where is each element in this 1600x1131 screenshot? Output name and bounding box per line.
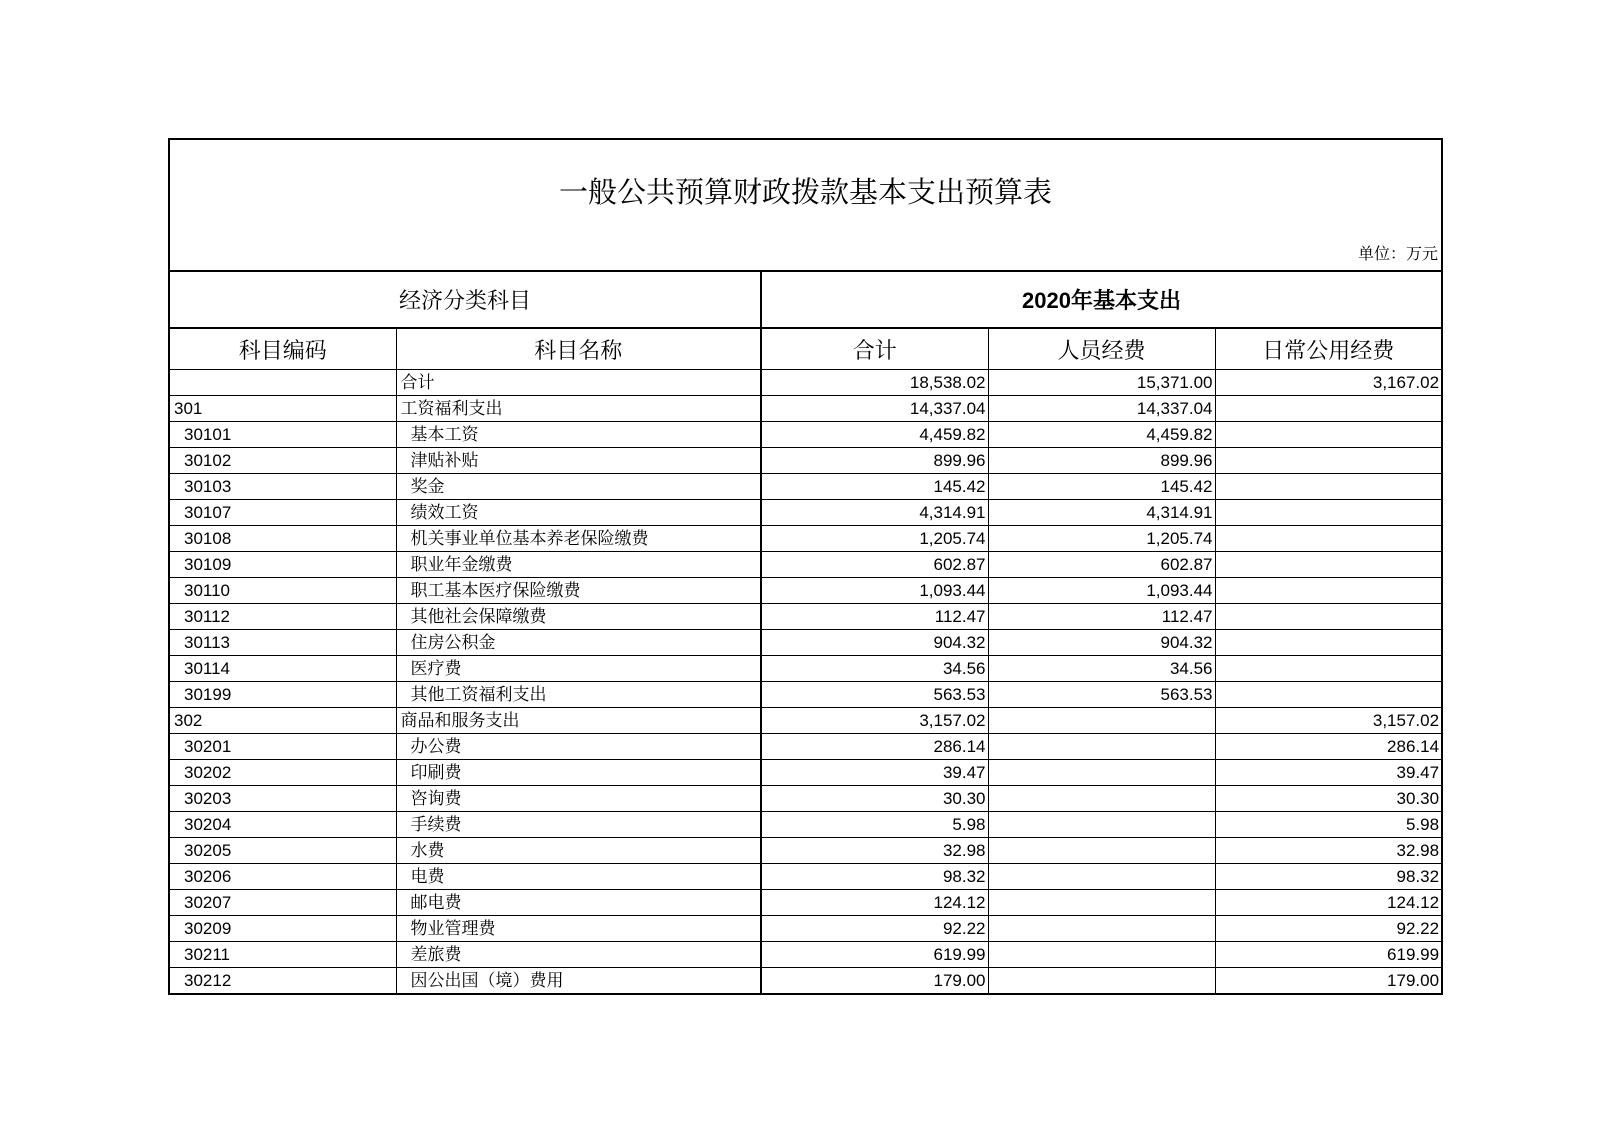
cell-total: 563.53 bbox=[761, 682, 988, 708]
cell-total: 98.32 bbox=[761, 864, 988, 890]
cell-name: 商品和服务支出 bbox=[396, 708, 761, 734]
cell-personnel: 112.47 bbox=[988, 604, 1215, 630]
cell-code: 30199 bbox=[169, 682, 396, 708]
cell-total: 39.47 bbox=[761, 760, 988, 786]
cell-code: 30205 bbox=[169, 838, 396, 864]
cell-personnel bbox=[988, 864, 1215, 890]
cell-name: 合计 bbox=[396, 370, 761, 396]
cell-code: 301 bbox=[169, 396, 396, 422]
cell-name: 因公出国（境）费用 bbox=[396, 968, 761, 995]
cell-public bbox=[1215, 474, 1442, 500]
cell-total: 92.22 bbox=[761, 916, 988, 942]
table-row bbox=[169, 864, 1442, 890]
cell-public bbox=[1215, 656, 1442, 682]
cell-total: 34.56 bbox=[761, 656, 988, 682]
column-header-personnel: 人员经费 bbox=[988, 328, 1215, 370]
cell-public bbox=[1215, 396, 1442, 422]
cell-public: 286.14 bbox=[1215, 734, 1442, 760]
cell-total: 179.00 bbox=[761, 968, 988, 995]
cell-public bbox=[1215, 422, 1442, 448]
cell-name: 基本工资 bbox=[396, 422, 761, 448]
table-row bbox=[169, 630, 1442, 656]
table-row bbox=[169, 552, 1442, 578]
cell-code: 30212 bbox=[169, 968, 396, 995]
cell-name: 咨询费 bbox=[396, 786, 761, 812]
cell-personnel bbox=[988, 916, 1215, 942]
table-row bbox=[169, 734, 1442, 760]
cell-total: 4,314.91 bbox=[761, 500, 988, 526]
cell-name: 邮电费 bbox=[396, 890, 761, 916]
column-header-total: 合计 bbox=[761, 328, 988, 370]
cell-total: 1,205.74 bbox=[761, 526, 988, 552]
cell-name: 水费 bbox=[396, 838, 761, 864]
cell-public bbox=[1215, 682, 1442, 708]
table-row bbox=[169, 500, 1442, 526]
table-row bbox=[169, 916, 1442, 942]
cell-name: 工资福利支出 bbox=[396, 396, 761, 422]
table-row bbox=[169, 656, 1442, 682]
cell-personnel bbox=[988, 942, 1215, 968]
cell-name: 职业年金缴费 bbox=[396, 552, 761, 578]
cell-code: 30107 bbox=[169, 500, 396, 526]
group-header-basic-expenditure: 2020年基本支出 bbox=[761, 271, 1442, 328]
cell-total: 124.12 bbox=[761, 890, 988, 916]
cell-code: 30113 bbox=[169, 630, 396, 656]
cell-code: 30114 bbox=[169, 656, 396, 682]
cell-code: 30201 bbox=[169, 734, 396, 760]
cell-total: 1,093.44 bbox=[761, 578, 988, 604]
table-row bbox=[169, 474, 1442, 500]
cell-personnel bbox=[988, 890, 1215, 916]
cell-personnel: 1,205.74 bbox=[988, 526, 1215, 552]
cell-public: 98.32 bbox=[1215, 864, 1442, 890]
cell-personnel: 904.32 bbox=[988, 630, 1215, 656]
cell-public: 124.12 bbox=[1215, 890, 1442, 916]
cell-public: 32.98 bbox=[1215, 838, 1442, 864]
cell-public: 179.00 bbox=[1215, 968, 1442, 995]
cell-personnel: 14,337.04 bbox=[988, 396, 1215, 422]
cell-public bbox=[1215, 448, 1442, 474]
cell-total: 18,538.02 bbox=[761, 370, 988, 396]
table-row bbox=[169, 890, 1442, 916]
cell-public bbox=[1215, 630, 1442, 656]
cell-personnel: 899.96 bbox=[988, 448, 1215, 474]
cell-public: 5.98 bbox=[1215, 812, 1442, 838]
cell-public: 3,167.02 bbox=[1215, 370, 1442, 396]
cell-total: 145.42 bbox=[761, 474, 988, 500]
table-row bbox=[169, 838, 1442, 864]
cell-name: 其他工资福利支出 bbox=[396, 682, 761, 708]
title-row bbox=[169, 139, 1442, 271]
cell-personnel bbox=[988, 786, 1215, 812]
table-row bbox=[169, 526, 1442, 552]
page-title: 一般公共预算财政拨款基本支出预算表 bbox=[559, 177, 1053, 209]
cell-personnel: 15,371.00 bbox=[988, 370, 1215, 396]
table-row bbox=[169, 942, 1442, 968]
table-row bbox=[169, 448, 1442, 474]
table-row bbox=[169, 708, 1442, 734]
cell-personnel bbox=[988, 812, 1215, 838]
column-header-public: 日常公用经费 bbox=[1215, 328, 1442, 370]
table-row bbox=[169, 786, 1442, 812]
cell-total: 619.99 bbox=[761, 942, 988, 968]
table-row bbox=[169, 578, 1442, 604]
cell-code: 30108 bbox=[169, 526, 396, 552]
cell-personnel: 1,093.44 bbox=[988, 578, 1215, 604]
cell-code: 30103 bbox=[169, 474, 396, 500]
group-header-row bbox=[169, 271, 1442, 328]
cell-code: 30206 bbox=[169, 864, 396, 890]
cell-total: 112.47 bbox=[761, 604, 988, 630]
cell-name: 奖金 bbox=[396, 474, 761, 500]
cell-name: 住房公积金 bbox=[396, 630, 761, 656]
table-row bbox=[169, 422, 1442, 448]
cell-name: 其他社会保障缴费 bbox=[396, 604, 761, 630]
cell-personnel bbox=[988, 760, 1215, 786]
table-row bbox=[169, 604, 1442, 630]
unit-label: 单位：万元 bbox=[1358, 246, 1439, 263]
cell-public: 39.47 bbox=[1215, 760, 1442, 786]
cell-code: 30102 bbox=[169, 448, 396, 474]
cell-code bbox=[169, 370, 396, 396]
cell-total: 286.14 bbox=[761, 734, 988, 760]
column-header-name: 科目名称 bbox=[396, 328, 761, 370]
table-row bbox=[169, 370, 1442, 396]
cell-public bbox=[1215, 578, 1442, 604]
cell-total: 602.87 bbox=[761, 552, 988, 578]
cell-name: 职工基本医疗保险缴费 bbox=[396, 578, 761, 604]
cell-code: 30207 bbox=[169, 890, 396, 916]
cell-name: 差旅费 bbox=[396, 942, 761, 968]
cell-total: 5.98 bbox=[761, 812, 988, 838]
cell-code: 30202 bbox=[169, 760, 396, 786]
table-row bbox=[169, 812, 1442, 838]
table-row bbox=[169, 682, 1442, 708]
cell-name: 物业管理费 bbox=[396, 916, 761, 942]
table-row bbox=[169, 968, 1442, 995]
cell-public bbox=[1215, 500, 1442, 526]
cell-name: 印刷费 bbox=[396, 760, 761, 786]
cell-personnel bbox=[988, 734, 1215, 760]
cell-public: 30.30 bbox=[1215, 786, 1442, 812]
cell-public: 619.99 bbox=[1215, 942, 1442, 968]
cell-total: 4,459.82 bbox=[761, 422, 988, 448]
cell-public: 3,157.02 bbox=[1215, 708, 1442, 734]
cell-personnel bbox=[988, 708, 1215, 734]
cell-total: 14,337.04 bbox=[761, 396, 988, 422]
cell-code: 30211 bbox=[169, 942, 396, 968]
cell-personnel: 4,459.82 bbox=[988, 422, 1215, 448]
cell-name: 医疗费 bbox=[396, 656, 761, 682]
cell-personnel: 602.87 bbox=[988, 552, 1215, 578]
cell-personnel bbox=[988, 968, 1215, 995]
cell-code: 30203 bbox=[169, 786, 396, 812]
cell-code: 302 bbox=[169, 708, 396, 734]
cell-personnel: 145.42 bbox=[988, 474, 1215, 500]
cell-name: 津贴补贴 bbox=[396, 448, 761, 474]
budget-table bbox=[168, 138, 1443, 995]
cell-public: 92.22 bbox=[1215, 916, 1442, 942]
cell-total: 899.96 bbox=[761, 448, 988, 474]
cell-code: 30112 bbox=[169, 604, 396, 630]
column-header-row bbox=[169, 328, 1442, 370]
cell-name: 电费 bbox=[396, 864, 761, 890]
cell-personnel bbox=[988, 838, 1215, 864]
cell-name: 手续费 bbox=[396, 812, 761, 838]
cell-personnel: 4,314.91 bbox=[988, 500, 1215, 526]
cell-total: 32.98 bbox=[761, 838, 988, 864]
cell-personnel: 34.56 bbox=[988, 656, 1215, 682]
cell-total: 3,157.02 bbox=[761, 708, 988, 734]
cell-personnel: 563.53 bbox=[988, 682, 1215, 708]
group-header-economic-category: 经济分类科目 bbox=[169, 271, 761, 328]
cell-public bbox=[1215, 526, 1442, 552]
cell-name: 机关事业单位基本养老保险缴费 bbox=[396, 526, 761, 552]
cell-name: 办公费 bbox=[396, 734, 761, 760]
cell-public bbox=[1215, 552, 1442, 578]
cell-code: 30110 bbox=[169, 578, 396, 604]
cell-code: 30101 bbox=[169, 422, 396, 448]
cell-total: 904.32 bbox=[761, 630, 988, 656]
table-row bbox=[169, 760, 1442, 786]
cell-code: 30209 bbox=[169, 916, 396, 942]
cell-public bbox=[1215, 604, 1442, 630]
cell-code: 30109 bbox=[169, 552, 396, 578]
cell-total: 30.30 bbox=[761, 786, 988, 812]
title-cell bbox=[169, 139, 1442, 271]
column-header-code: 科目编码 bbox=[169, 328, 396, 370]
cell-code: 30204 bbox=[169, 812, 396, 838]
cell-name: 绩效工资 bbox=[396, 500, 761, 526]
table-row bbox=[169, 396, 1442, 422]
